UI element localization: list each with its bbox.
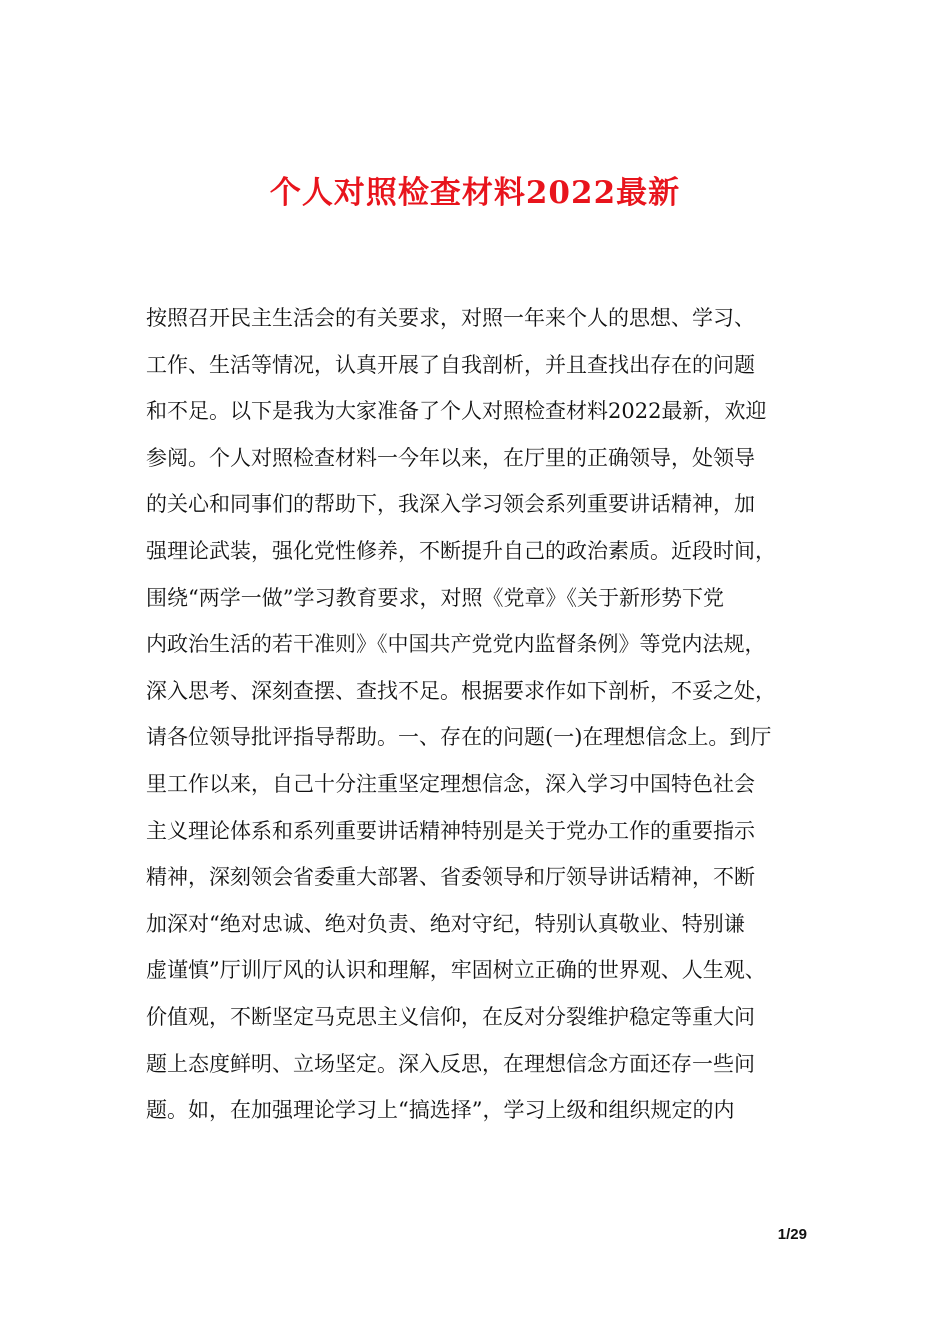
page-number: 1/29 [777, 1226, 807, 1243]
text-line: 请各位领导批评指导帮助。一、存在的问题(一)在理想信念上。到厅 [146, 725, 772, 750]
text-line: 精神，深刻领会省委重大部署、省委领导和厅领导讲话精神，不断 [146, 865, 755, 890]
text-line: 题上态度鲜明、立场坚定。深入反思，在理想信念方面还存一些问 [146, 1051, 755, 1076]
text-line: 按照召开民主生活会的有关要求，对照一年来个人的思想、学习、 [146, 306, 755, 330]
text-line: 内政治生活的若干准则》《中国共产党党内监督条例》等党内法规， [146, 632, 766, 657]
document-title: 个人对照检查材料2022最新 [269, 174, 681, 211]
text-line: 参阅。个人对照检查材料一今年以来，在厅里的正确领导，处领导 [146, 445, 755, 470]
text-line: 主义理论体系和系列重要讲话精神特别是关于党办工作的重要指示 [146, 818, 755, 843]
text-line: 工作、生活等情况，认真开展了自我剖析，并且查找出存在的问题 [146, 352, 755, 377]
text-line: 题。如，在加强理论学习上“搞选择”，学习上级和组织规定的内 [146, 1098, 735, 1123]
text-line: 深入思考、深刻查摆、查找不足。根据要求作如下剖析，不妥之处， [146, 678, 776, 703]
text-line: 和不足。以下是我为大家准备了个人对照检查材料2022最新，欢迎 [146, 399, 767, 424]
text-line: 虚谨慎”厅训厅风的认识和理解，牢固树立正确的世界观、人生观、 [146, 958, 766, 983]
text-line: 围绕“两学一做”学习教育要求，对照《党章》《关于新形势下党 [146, 585, 724, 610]
text-line: 价值观，不断坚定马克思主义信仰，在反对分裂维护稳定等重大问 [146, 1004, 755, 1029]
body-paragraph [146, 295, 816, 1134]
text-line: 强理论武装，强化党性修养，不断提升自己的政治素质。近段时间， [146, 538, 776, 563]
text-line: 加深对“绝对忠诚、绝对负责、绝对守纪，特别认真敬业、特别谦 [146, 911, 745, 936]
text-line: 里工作以来，自己十分注重坚定理想信念，深入学习中国特色社会 [146, 771, 755, 796]
text-line: 的关心和同事们的帮助下，我深入学习领会系列重要讲话精神，加 [146, 492, 755, 517]
